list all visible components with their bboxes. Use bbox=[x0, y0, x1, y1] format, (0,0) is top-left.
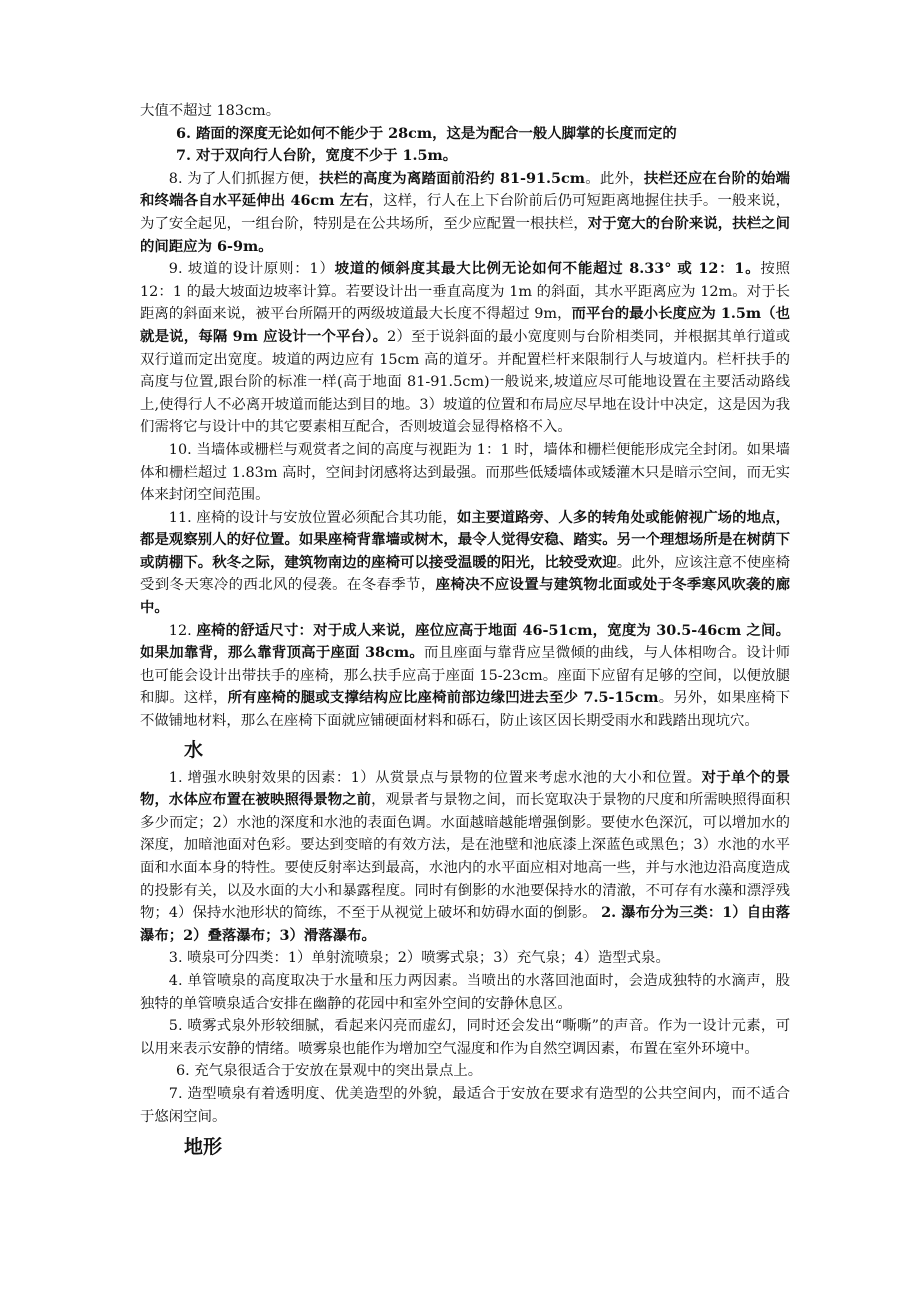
body-text: ，观景者与景物之间，而长宽取决于景物的尺度和所需映照得面积多少而定；2）水池的深度和水池的表面色调。水面越暗越能增强倒影。要使水色深沉，可以增加水的深度，加暗池面对色彩。要达到变暗的有效方法，是在池壁和池底漆上深蓝色或黑色；3）水池的水平面和水面本身的特性。要使反射率达到最高，水池内的水平面应相对地高一些，并与水池边沿高度造成的投影有关，以及水面的大小和暴露程度。同时有倒影的水池要保持水的清澈，不可存有水藻和漂浮残物；4）保持水池形状的简练，不至于从视觉上破坏和妨碍水面的倒影。 bbox=[140, 792, 790, 922]
heading-terrain: 地形 bbox=[184, 1136, 223, 1159]
paragraph-p8 bbox=[140, 168, 790, 258]
paragraph-p12 bbox=[140, 620, 790, 733]
bold-text: 座椅的舒适尺寸：对于成人来说，座位应高于地面 46-51cm，宽度为 30.5-46cm 之间。如果加靠背，那么靠背顶高于座面 38cm。 bbox=[140, 621, 790, 662]
paragraph-w3 bbox=[140, 947, 790, 970]
body-text: ，这样，行人在上下台阶前后仍可短距离地握住扶手。一般来说，为了安全起见，一组台阶，特别是在公共场所，至少应配置一根扶栏， bbox=[140, 193, 790, 232]
body-text: 2）至于说斜面的最小宽度则与台阶相类同，并根据其单行道或双行道而定出宽度。坡道的两边应有 15cm 高的道牙。并配置栏杆来限制行人与坡道内。栏杆扶手的高度与位置,跟台阶的标准一样(高于地面 81-91.5cm)一般说来,坡道应尽可能地设置在主要活动路线上,使得行人不必离开坡道而能达到目的地。3）坡道的位置和布局应尽早地在设计中决定，这是因为我们需将它与设计中的其它要素相互配合，否则坡道会显得格格不入。 bbox=[140, 328, 790, 436]
document-page bbox=[140, 100, 790, 1164]
body-text: 11. 座椅的设计与安放位置必须配合其功能， bbox=[168, 509, 458, 526]
bold-text: 座椅决不应设置与建筑物北面或处于冬季寒风吹袭的廊中。 bbox=[140, 576, 790, 617]
body-text: 1. 增强水映射效果的因素：1）从赏景点与景物的位置来考虑水池的大小和位置。 bbox=[168, 769, 702, 786]
paragraph-p0 bbox=[140, 100, 790, 123]
body-text: 8. 为了人们抓握方便， bbox=[168, 170, 320, 187]
heading-water: 水 bbox=[184, 738, 204, 761]
paragraph-w5 bbox=[140, 1015, 790, 1060]
bold-text: 扶栏还应在台阶的始端和终端各自水平延伸出 46cm 左右 bbox=[140, 169, 790, 210]
paragraph-p10 bbox=[140, 439, 790, 507]
paragraph-p7 bbox=[140, 145, 790, 168]
bold-text: 而平台的最小长度应为 1.5m（也就是说，每隔 9m 应设计一个平台）。 bbox=[140, 305, 790, 345]
bold-text: 7. 对于双向行人台阶，宽度不少于 1.5m。 bbox=[176, 147, 458, 165]
paragraph-p9 bbox=[140, 258, 790, 439]
section-steps-ramps-seating bbox=[140, 100, 790, 733]
body-text: 大值不超过 183cm。 bbox=[140, 103, 281, 119]
section-water bbox=[140, 767, 790, 1129]
paragraph-w7 bbox=[140, 1083, 790, 1128]
bold-text: 扶栏的高度为离踏面前沿约 81-91.5cm bbox=[319, 169, 586, 187]
paragraph-w6 bbox=[140, 1060, 790, 1083]
paragraph-p6 bbox=[140, 123, 790, 146]
paragraph-w1 bbox=[140, 767, 790, 948]
bold-text: 2. 瀑布分为三类：1）自由落瀑布；2）叠落瀑布；3）滑落瀑布。 bbox=[140, 904, 790, 944]
body-text: 7. 造型喷泉有着透明度、优美造型的外貌，最适合于安放在要求有造型的公共空间内，而不适合于悠闲空间。 bbox=[140, 1085, 790, 1125]
body-text: 4. 单管喷泉的高度取决于水量和压力两因素。当喷出的水落回池面时，会造成独特的水滴声，股独特的单管喷泉适合安排在幽静的花园中和室外空间的安静休息区。 bbox=[140, 972, 790, 1012]
body-text: 3. 喷泉可分四类：1）单射流喷泉；2）喷雾式泉；3）充气泉；4）造型式泉。 bbox=[168, 950, 670, 967]
bold-text: 6. 踏面的深度无论如何不能少于 28cm，这是为配合一般人脚掌的长度而定的 bbox=[176, 124, 677, 142]
body-text: 10. 当墙体或栅栏与观赏者之间的高度与视距为 1：1 时，墙体和栅栏便能形成完全封闭。如果墙体和栅栏超过 1.83m 高时，空间封闭感将达到最强。而那些低矮墙体或矮灌木只是暗示空间，而无实体来封闭空间范围。 bbox=[140, 441, 790, 504]
body-text: 5. 喷雾式泉外形较细腻，看起来闪亮而虚幻，同时还会发出“嘶嘶”的声音。作为一设计元素，可以用来表示安静的情绪。喷雾泉也能作为增加空气湿度和作为自然空调因素，布置在室外环境中。 bbox=[140, 1018, 790, 1057]
body-text: 6. 充气泉很适合于安放在景观中的突出景点上。 bbox=[176, 1063, 483, 1080]
body-text: 。此外， bbox=[585, 170, 644, 187]
body-text: 9. 坡道的设计原则：1） bbox=[168, 261, 335, 278]
bold-text: 对于单个的景物，水体应布置在被映照得景物之前 bbox=[140, 768, 790, 809]
bold-text: 如主要道路旁、人多的转角处或能俯视广场的地点，都是观察别人的好位置。如果座椅背靠墙或树木，最令人觉得安稳、踏实。另一个理想场所是在树荫下或荫棚下。秋冬之际，建筑物南边的座椅可以接受温暖的阳光，比较受欢迎 bbox=[140, 508, 790, 571]
bold-text: 坡道的倾斜度其最大比例无论如何不能超过 8.33° 或 12：1。 bbox=[334, 260, 761, 278]
bold-text: 对于宽大的台阶来说，扶栏之间的间距应为 6-9m。 bbox=[140, 214, 790, 255]
bold-text: 所有座椅的腿或支撑结构应比座椅前部边缘凹进去至少 7.5-15cm bbox=[227, 689, 659, 707]
paragraph-w4 bbox=[140, 970, 790, 1015]
body-text: 。此外，应该注意不使座椅受到冬天寒冷的西北风的侵袭。在冬春季节， bbox=[140, 554, 790, 594]
body-text: 12. bbox=[168, 622, 197, 639]
body-text: 按照 12：1 的最大坡面边坡率计算。若要设计出一垂直高度为 1m 的斜面，其水平距离应为 12m。对于长距离的斜面来说，被平台所隔开的两级坡道最大长度不得超过 9m， bbox=[140, 261, 790, 323]
paragraph-p11 bbox=[140, 507, 790, 620]
body-text: 而且座面与靠背应呈微倾的曲线，与人体相吻合。设计师也可能会设计出带扶手的座椅，那么扶手应高于座面 15-23cm。座面下应留有足够的空间，以便放腿和脚。这样， bbox=[140, 645, 790, 707]
body-text: 。另外，如果座椅下不做铺地材料，那么在座椅下面就应铺硬面材料和砾石，防止该区因长期受雨水和践踏出现坑穴。 bbox=[140, 690, 790, 730]
